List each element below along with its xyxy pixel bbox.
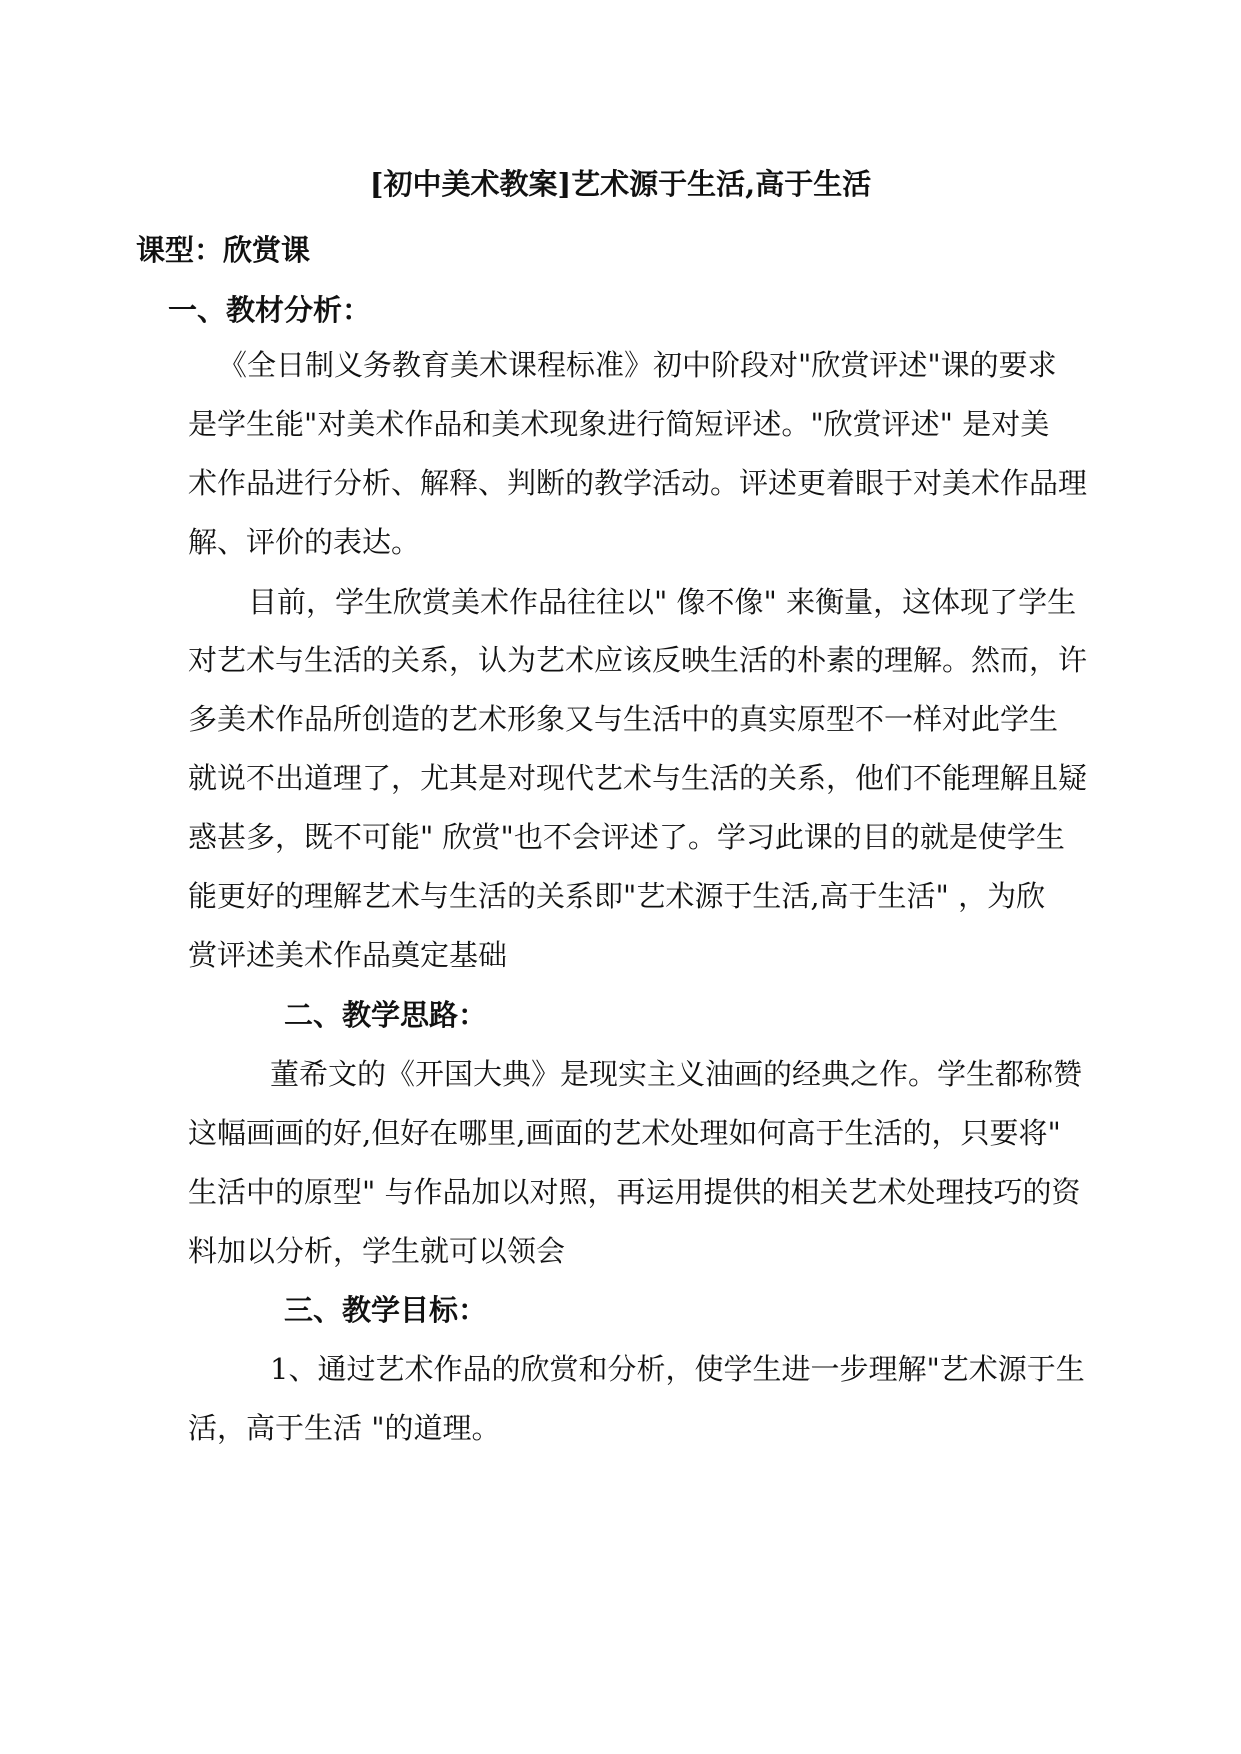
paragraph-line: 对艺术与生活的关系，认为艺术应该反映生活的朴素的理解。然而，许 (188, 643, 1088, 677)
paragraph-line: 赏评述美术作品奠定基础 (188, 938, 508, 972)
paragraph-line: 惑甚多，既不可能" 欣赏"也不会评述了。学习此课的目的就是使学生 (188, 820, 1065, 854)
paragraph-line: 董希文的《开国大典》是现实主义油画的经典之作。学生都称赞 (270, 1057, 1083, 1091)
paragraph-line: 料加以分析，学生就可以领会 (188, 1234, 566, 1268)
paragraph-line: 1、通过艺术作品的欣赏和分析，使学生进一步理解"艺术源于生 (270, 1352, 1085, 1386)
paragraph-line: 活，高于生活 "的道理。 (188, 1411, 501, 1445)
paragraph-line: 目前，学生欣赏美术作品往往以" 像不像" 来衡量，这体现了学生 (248, 585, 1077, 619)
paragraph-line: 是学生能"对美术作品和美术现象进行简短评述。"欣赏评述" 是对美 (188, 407, 1050, 441)
paragraph-line: 《全日制义务教育美术课程标准》初中阶段对"欣赏评述"课的要求 (218, 348, 1057, 382)
paragraph-line: 就说不出道理了，尤其是对现代艺术与生活的关系，他们不能理解且疑 (188, 761, 1088, 795)
document-title: [初中美术教案]艺术源于生活,高于生活 (369, 167, 872, 201)
paragraph-line: 这幅画画的好,但好在哪里,画面的艺术处理如何高于生活的，只要将" (188, 1116, 1061, 1150)
section-heading-teaching-objectives: 三、教学目标： (284, 1293, 488, 1327)
section-heading-textbook-analysis: 一、教材分析： (168, 293, 372, 327)
paragraph-line: 生活中的原型" 与作品加以对照，再运用提供的相关艺术处理技巧的资 (188, 1175, 1081, 1209)
paragraph-line: 能更好的理解艺术与生活的关系即"艺术源于生活,高于生活" ，为欣 (188, 879, 1046, 913)
section-heading-teaching-approach: 二、教学思路： (284, 998, 488, 1032)
lesson-type: 课型：欣赏课 (136, 233, 311, 267)
paragraph-line: 解、评价的表达。 (188, 525, 421, 559)
paragraph-line: 术作品进行分析、解释、判断的教学活动。评述更着眼于对美术作品理 (188, 466, 1088, 500)
paragraph-line: 多美术作品所创造的艺术形象又与生活中的真实原型不一样对此学生 (188, 702, 1059, 736)
